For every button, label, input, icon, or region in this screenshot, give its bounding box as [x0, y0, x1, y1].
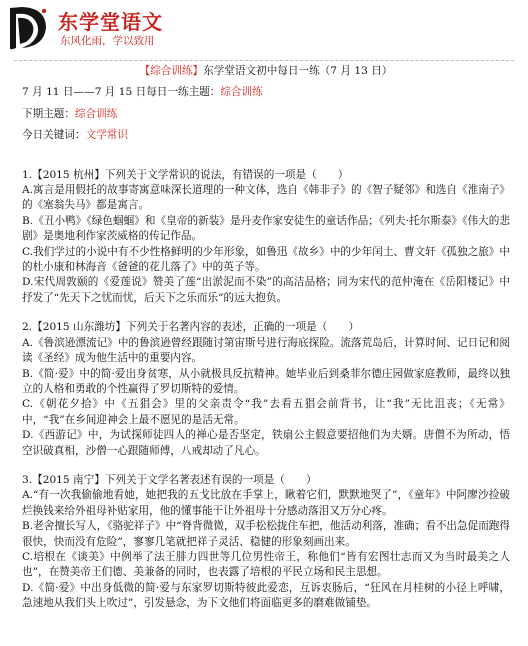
option-a: A.寓言是用假托的故事寄寓意味深长道理的一种文体，选自《韩非子》的《智子疑邻》和选自《淮南子》的《塞翁失马》都是寓言。 [22, 184, 510, 212]
document-title [22, 64, 510, 79]
title-text: 东学堂语文初中每日一练（7 月 13 日） [203, 65, 393, 77]
keyword-line [22, 128, 510, 143]
option-d: D.宋代周敦颐的《爱莲说》赞美了莲“出淤泥而不染”的高洁品格；同为宋代的范仲淹在《岳阳楼记》中抒发了“先天下之忧而忧，后天下之乐而乐”的远大抱负。 [22, 276, 510, 304]
option-b: B.《简·爱》中的简·爱出身贫寒，从小就极具反抗精神。她毕业后到桑菲尔德庄园做家庭教师，最终以独立的人格和勇敢的个性赢得了罗切斯特的爱情。 [22, 367, 510, 395]
option-a: A.“有一次我偷偷地看她，她把我的五戈比放在手掌上，瞅着它们，默默地哭了”，《童年》中阿廖沙捡破烂换钱来给外祖母补贴家用，他的懂事能干让外祖母十分感动落泪又万分心疼。 [22, 489, 510, 517]
header-divider [14, 60, 514, 61]
question-title: 1.【2015 杭州】下列关于文学常识的说法，有错误的一项是（ ） [22, 168, 349, 181]
option-b: B.老舍擅长写人，《骆驼祥子》中“脊背微微，双手松松拢住车把，他活动利落，准确；看不出急促而跑得很快，快而没有危险”，寥寥几笔就把祥子灵活、稳健的形象刻画出来。 [22, 520, 510, 548]
question-1 [22, 168, 510, 307]
next-theme: 综合训练 [74, 107, 118, 120]
logo [0, 0, 240, 56]
option-b: B.《丑小鸭》《绿色蝈蝈》和《皇帝的新装》是丹麦作家安徒生的童话作品；《列夫·托尔斯泰》《伟大的悲剧》是奥地利作家茨威格的传记作品。 [22, 214, 510, 243]
question-title: 3.【2015 南宁】下列关于文学名著表述有误的一项是（ ） [22, 473, 317, 486]
logo-slogan: 东风化雨，学以致用 [60, 35, 155, 47]
option-d: D.《西游记》中，为试探师徒四人的禅心是否坚定，铁扇公主假意要招他们为夫婿。唐僧不为所动，悟空识破真相，沙僧一心跟随师傅，八戒却动了凡心。 [22, 429, 510, 457]
logo-title: 东学堂语文 [58, 10, 163, 34]
keyword: 文学常识 [85, 129, 128, 142]
keyword-prefix: 今日关键词： [22, 129, 86, 142]
option-c: C.我们学过的小说中有不少性格鲜明的少年形象，如鲁迅《故乡》中的少年闰土、曹文轩《孤独之旅》中的杜小康和林海音《爸爸的花儿落了》中的英子等。 [22, 245, 510, 274]
document-body [22, 64, 510, 612]
next-theme-line [22, 107, 510, 122]
option-d: D.《简·爱》中出身低微的简·爱与东家罗切斯特彼此爱恋，互诉衷肠后，“狂风在月桂树的小径上呼啸，急速地从我们头上吹过”，引发悬念，为下文他们将面临更多的磨难做铺垫。 [22, 581, 510, 610]
next-prefix: 下期主题： [22, 107, 75, 120]
range-prefix: 7 月 11 日——7 月 15 日每日一练主题： [22, 86, 221, 99]
question-2 [22, 320, 510, 459]
question-title: 2.【2015 山东潍坊】下列关于名著内容的表述，正确的一项是（ ） [22, 321, 360, 334]
option-c: C.《朝花夕拾》中《五猖会》里的父亲责令“我”去看五猖会前背书，让“我”无比沮丧；《无常》中，“我”在乡间迎神会上最不愿见的是活无常。 [22, 398, 510, 426]
range-theme: 综合训练 [220, 86, 263, 99]
question-3 [22, 473, 510, 612]
d-brush-logo-icon [4, 2, 52, 54]
title-tag: 【综合训练】 [139, 65, 204, 77]
option-a: A.《鲁滨逊漂流记》中的鲁滨逊曾经跟随讨第宙斯号进行海底探险。流落荒岛后，计算时间、记日记和阅读《圣经》成为他生活中的重要内容。 [22, 336, 510, 365]
range-line [22, 85, 510, 100]
option-c: C.培根在《谈美》中例举了法王腓力四世等几位男性帝王，称他们“皆有宏图壮志而又为当时最美之人也”，在赞美帝王们德、美兼备的同时，也表露了培根的平民立场和民主思想。 [22, 550, 510, 579]
